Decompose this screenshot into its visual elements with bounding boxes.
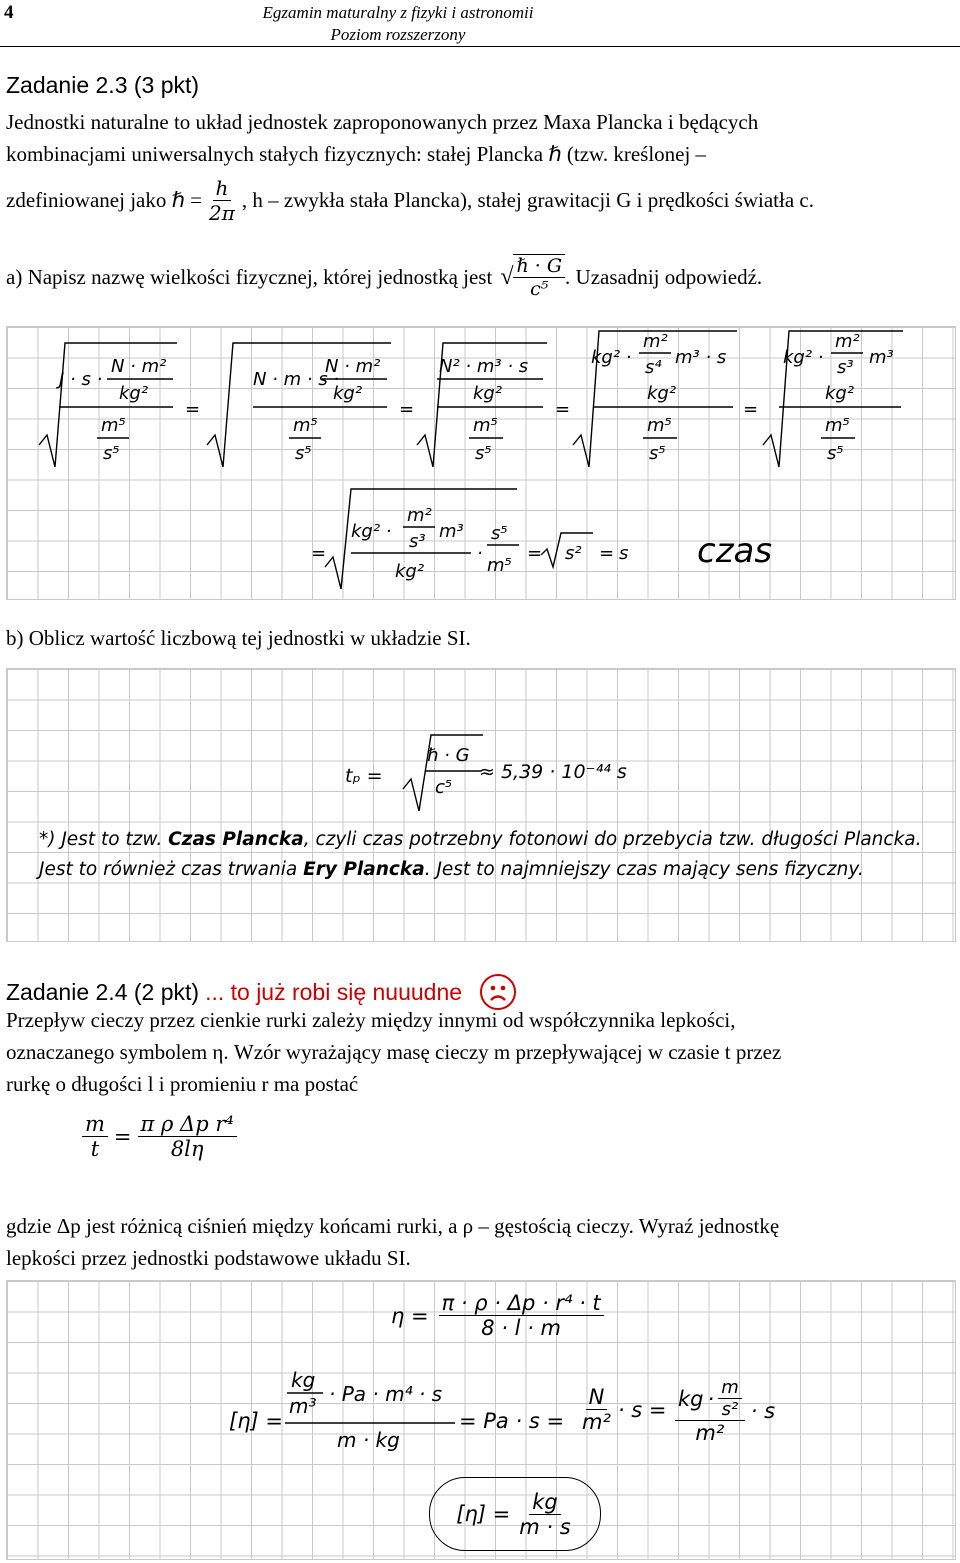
tp-denominator: c⁵ — [435, 777, 453, 798]
svg-text:=: = — [527, 543, 543, 564]
svg-text:kg: kg — [291, 1368, 316, 1392]
svg-text:m³ · s: m³ · s — [675, 347, 727, 368]
part-a-unit: $\frac{\text{ℏ · G}}{\text{c⁵}}$ — [513, 254, 565, 300]
svg-text:m⁵: m⁵ — [825, 415, 850, 436]
svg-text:m⁵: m⁵ — [647, 415, 672, 436]
svg-text:m³: m³ — [289, 1394, 317, 1418]
svg-text:kg² ·: kg² · — [591, 347, 632, 368]
svg-text:s³: s³ — [837, 357, 854, 378]
task24-question: gdzie Δp jest różnicą ciśnień między końcami rurki, a ρ – gęstością cieczy. Wyraź jednostkę lepkości przez jednostki podstawowe układu SI. — [6, 1214, 780, 1270]
svg-text:s⁴: s⁴ — [645, 357, 662, 378]
svg-text:m⁵: m⁵ — [293, 415, 318, 436]
svg-text:kg²: kg² — [333, 383, 363, 404]
derivation-grid — [6, 326, 956, 600]
tp-numerator: ℏ · G — [427, 745, 470, 766]
svg-text:m⁵: m⁵ — [487, 555, 512, 576]
svg-text:m · kg: m · kg — [337, 1428, 400, 1452]
svg-text:s: s — [619, 543, 629, 564]
task23-part-b: b) Oblicz wartość liczbową tej jednostki w układzie SI. — [6, 626, 471, 650]
svg-text:kg² ·: kg² · — [783, 347, 824, 368]
eta-formula: η = $\frac{\text{π · ρ · Δp · r⁴ · t}}{8 \cdot l \cdot m}$ — [391, 1291, 604, 1340]
unit-step3: $\frac{N}{\text{m²}}$ · s = — [582, 1385, 667, 1434]
svg-text:m⁵: m⁵ — [101, 415, 126, 436]
svg-text:m²: m² — [835, 331, 860, 352]
svg-text:=: = — [599, 543, 615, 564]
svg-text:N · m · s ·: N · m · s · — [253, 369, 340, 390]
unit-step4: kg · $\frac{m}{\text{s²}}$ m² · s — [675, 1377, 775, 1445]
svg-text:N · m²: N · m² — [325, 356, 381, 377]
unit-lhs: [η] = — [229, 1409, 283, 1433]
svg-text:s³: s³ — [409, 531, 426, 552]
task24-intro: Przepływ cieczy przez cienkie rurki zależy między innymi od współczynnika lepkości, oznaczanego symbolem η. Wzór wyrażający masę cieczy m przepływającej w czasie t przez rurkę o długości l i promieniu r ma postać — [6, 1008, 782, 1096]
svg-text:·: · — [477, 543, 483, 564]
header-line1: Egzamin maturalny z fizyki i astronomii — [262, 3, 534, 22]
svg-text:=: = — [399, 399, 415, 420]
svg-text:m³: m³ — [439, 521, 464, 542]
page-header — [228, 2, 568, 46]
svg-text:s⁵: s⁵ — [827, 443, 844, 464]
planck-time-formula — [7, 669, 955, 819]
task23-part-a: a) Napisz nazwę wielkości fizycznej, której jednostką jest √ $\frac{\text{ℏ · G}}{\text{c⁵}}$ . Uzasadnij odpowiedź. — [6, 255, 763, 300]
svg-text:kg²: kg² — [825, 383, 855, 404]
task23-hbar-line: zdefiniowanej jako ℏ = $\frac{h}{2\pi}$ , h – zwykła stała Plancka), stałej grawitacji G i prędkości światła c. — [6, 176, 814, 225]
svg-text:s⁵: s⁵ — [475, 443, 492, 464]
calculation-grid — [6, 668, 956, 942]
svg-text:m³: m³ — [869, 347, 894, 368]
svg-text:kg²: kg² — [473, 383, 503, 404]
svg-text:s⁵: s⁵ — [103, 443, 120, 464]
svg-text:=: = — [555, 399, 571, 420]
svg-text:s²: s² — [565, 543, 582, 564]
answer-word: czas — [697, 531, 773, 571]
task23-title: Zadanie 2.3 (3 pkt) — [6, 72, 200, 98]
svg-text:m⁵: m⁵ — [473, 415, 498, 436]
final-answer: [η] = $\frac{kg}{m \cdot s}$ — [429, 1477, 601, 1551]
task24-title: Zadanie 2.4 (2 pkt) — [6, 978, 200, 1005]
hbar-definition: $\frac{h}{2\pi}$ — [209, 176, 235, 225]
svg-text:J · s ·: J · s · — [59, 369, 103, 390]
svg-text:=: = — [185, 399, 201, 420]
svg-text:N · m²: N · m² — [111, 356, 167, 377]
svg-text:kg²: kg² — [119, 383, 149, 404]
svg-text:s⁵: s⁵ — [649, 443, 666, 464]
svg-text:=: = — [743, 399, 759, 420]
svg-text:kg²: kg² — [395, 561, 425, 582]
planck-note: *) Jest to tzw. Czas Plancka, czyli czas potrzebny fotonowi do przebycia tzw. długości Plancka. Jest to również czas trwania Ery Plancka. Jest to najmniejszy czas mający sens fizyczny. — [39, 829, 922, 880]
header-line2: Poziom rozszerzony — [330, 25, 466, 44]
svg-text:m²: m² — [643, 331, 668, 352]
svg-text:=: = — [311, 543, 327, 564]
unit-derivation-formula — [7, 327, 955, 599]
tp-value: ≈ 5,39 · 10⁻⁴⁴ s — [479, 761, 627, 783]
unit-step2: = Pa · s = — [459, 1409, 565, 1433]
viscosity-grid — [6, 1280, 956, 1560]
svg-text:s⁵: s⁵ — [491, 523, 508, 544]
page-number: 4 — [4, 2, 14, 23]
svg-text:s⁵: s⁵ — [295, 443, 312, 464]
task23-intro: Jednostki naturalne to układ jednostek zaproponowanych przez Maxa Plancka i będących kombinacjami uniwersalnych stałych fizycznych: stałej Plancka ℏ (tzw. kreślonej – — [6, 110, 759, 166]
svg-text:m²: m² — [407, 505, 432, 526]
svg-text:kg²: kg² — [647, 383, 677, 404]
task24-comment: ... to już robi się nuuudne — [205, 978, 463, 1005]
flow-formula: $\frac{m}{t}$ = $\frac{\text{π ρ Δp r⁴}}{8l\eta}$ — [82, 1112, 237, 1161]
svg-text:N² · m³ · s: N² · m³ · s — [439, 356, 529, 377]
svg-text:· Pa · m⁴ · s: · Pa · m⁴ · s — [329, 1382, 443, 1406]
svg-text:kg² ·: kg² · — [351, 521, 392, 542]
header-divider — [0, 46, 960, 47]
tp-label: tₚ = — [345, 765, 383, 787]
